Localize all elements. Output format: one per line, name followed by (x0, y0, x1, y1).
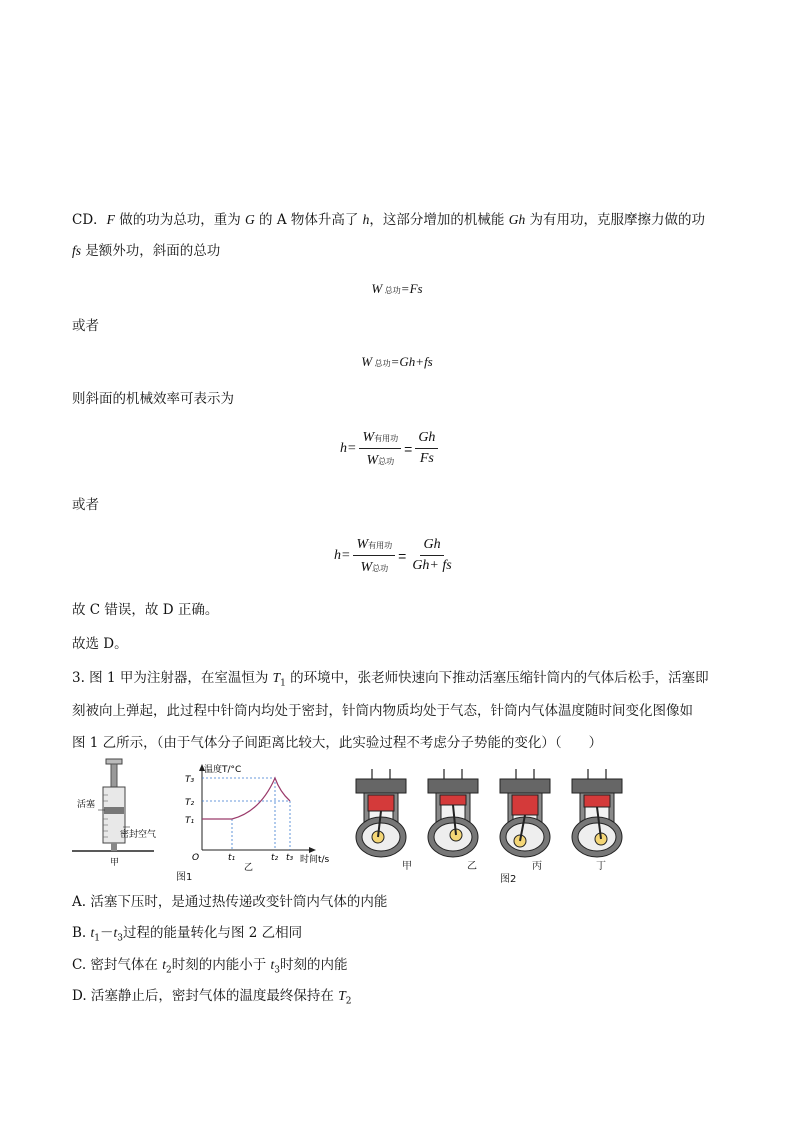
tick-t1: t₁ (228, 853, 236, 863)
x-axis-label: 时间t/s (300, 855, 330, 865)
sealed-air-label: 密封空气 (120, 830, 157, 840)
option-c: C. 密封气体在 $t_2$时刻的内能小于 $t_3$时刻的内能 (72, 957, 348, 976)
or-text-1: 或者 (72, 318, 99, 334)
engine-stroke-3 (500, 769, 550, 857)
engine-caption-2: 乙 (467, 861, 477, 872)
engine-caption-1: 甲 (402, 861, 412, 872)
cd-line-1: CD．F 做的功为总功，重为 G 的 A 物体升高了 h，这部分增加的机械能 Gh 为有用功，克服摩擦力做的功 (72, 212, 706, 228)
q3-line-3: 图 1 乙所示，（由于气体分子间距离比较大，此实验过程不考虑分子势能的变化）（ ） (72, 735, 603, 751)
engine-caption-3: 丙 (532, 861, 542, 872)
temperature-graph (180, 762, 340, 872)
option-d: D. 活塞静止后，密封气体的温度最终保持在 $T_2$ (72, 988, 352, 1007)
tick-T2: T₂ (185, 798, 195, 808)
y-axis-label: 温度T/°C (204, 765, 242, 775)
syringe-figure (72, 755, 162, 870)
q3-line-1: 3. 图 1 甲为注射器，在室温恒为 $T_1$ 的环境中，张老师快速向下推动活塞压缩针筒内的气体后松手，活塞即 (72, 670, 709, 689)
syringe-caption: 甲 (110, 858, 120, 868)
equation-total-work-2: W 总功=Gh+fs (361, 354, 433, 369)
cd-line-2: fs 是额外功，斜面的总功 (72, 243, 221, 259)
engine-stroke-1 (356, 769, 406, 857)
graph-caption: 乙 (244, 863, 254, 872)
or-text-2: 或者 (72, 497, 99, 513)
efficiency-formula-2: h= $\frac{\text{W有用功}}{\text{W总功}}$ = $\frac{Gh}{Gh+ fs}$ (334, 537, 452, 575)
engine-caption-4: 丁 (596, 861, 606, 872)
conclusion-2: 故选 D。 (72, 636, 128, 652)
tick-T1: T₁ (185, 816, 195, 826)
engine-strokes-figure (350, 765, 650, 865)
figure-2-caption: 图2 (500, 874, 517, 885)
efficiency-formula-1: h= $\frac{\text{W有用功}}{\text{W总功}}$ = $\frac{Gh}{Fs}$ (340, 428, 438, 469)
tick-T3: T₃ (185, 775, 195, 785)
option-b: B. $t_1-t_3$过程的能量转化与图 2 乙相同 (72, 925, 303, 944)
tick-t2: t₂ (271, 853, 279, 863)
piston-label: 活塞 (77, 800, 96, 810)
efficiency-intro: 则斜面的机械效率可表示为 (72, 391, 234, 407)
engine-stroke-2 (428, 769, 478, 857)
figure-1-caption: 图1 (176, 872, 193, 883)
origin-label: O (192, 853, 200, 863)
engine-stroke-4 (572, 769, 622, 857)
tick-t3: t₃ (286, 853, 294, 863)
q3-line-2: 刻被向上弹起，此过程中针筒内均处于密封，针筒内物质均处于气态，针筒内气体温度随时间变化图像如 (72, 703, 693, 719)
equation-total-work-1: W 总功=Fs (371, 281, 423, 296)
conclusion-1: 故 C 错误，故 D 正确。 (72, 602, 219, 618)
option-a: A. 活塞下压时，是通过热传递改变针筒内气体的内能 (72, 894, 388, 910)
